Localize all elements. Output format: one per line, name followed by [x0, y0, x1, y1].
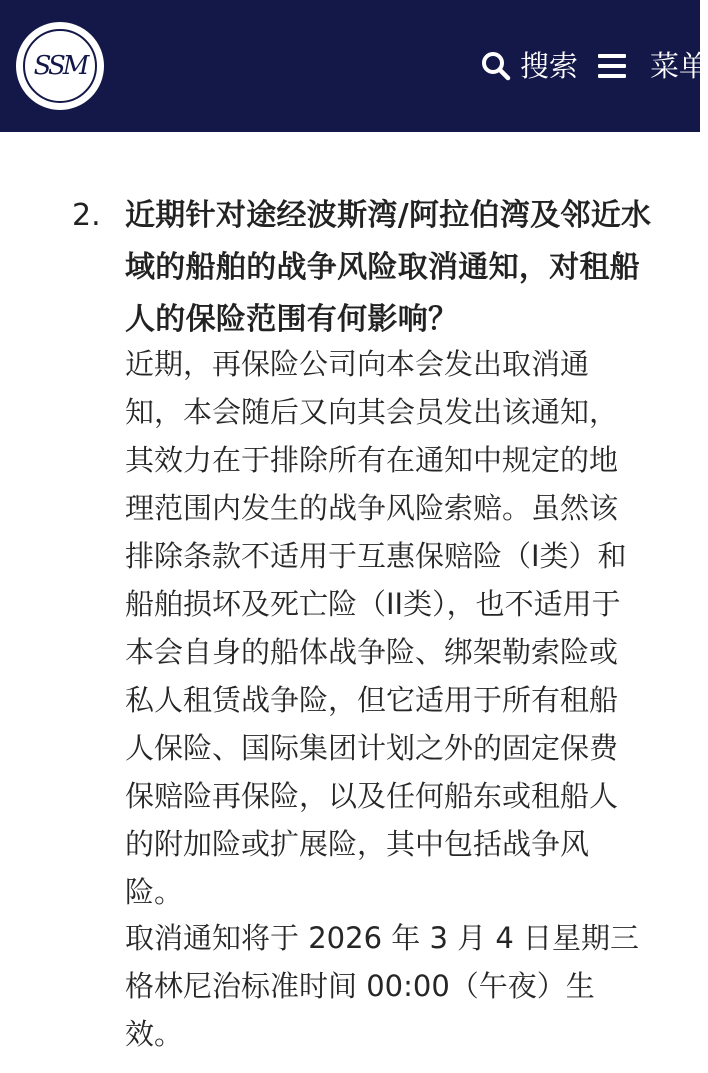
search-button[interactable]	[480, 46, 578, 86]
paragraph-line: 保赔险再保险，以及任何船东或租船人	[125, 779, 619, 813]
paragraph-line: 知，本会随后又向其会员发出该通知，	[125, 395, 619, 429]
paragraph-line: 本会自身的船体战争险、绑架勒索险或	[125, 635, 619, 669]
question-title-line: 域的船舶的战争风险取消通知，对租船	[125, 250, 641, 285]
search-icon	[480, 50, 512, 82]
menu-label: 菜单	[650, 49, 708, 83]
answer-paragraph-2	[125, 914, 670, 1058]
paragraph-line: 取消通知将于 2026 年 3 月 4 日星期三	[125, 921, 640, 955]
question-title-line: 近期针对途经波斯湾/阿拉伯湾及邻近水	[125, 198, 652, 233]
logo-monogram: SSM	[23, 29, 97, 103]
paragraph-line: 效。	[125, 1017, 184, 1051]
paragraph-line: 私人租赁战争险，但它适用于所有租船	[125, 683, 619, 717]
question-number: 2.	[72, 198, 101, 233]
menu-button[interactable]	[598, 46, 708, 86]
paragraph-line: 船舶损坏及死亡险（II类），也不适用于	[125, 587, 621, 621]
search-label: 搜索	[520, 49, 579, 83]
question-title-line: 人的保险范围有何影响？	[125, 302, 459, 337]
paragraph-line: 人保险、国际集团计划之外的固定保费	[125, 731, 619, 765]
top-navigation-bar	[0, 0, 708, 132]
paragraph-line: 险。	[125, 875, 184, 909]
paragraph-line: 格林尼治标准时间 00:00（午夜）生	[125, 969, 595, 1003]
answer-paragraph-1	[125, 340, 670, 916]
paragraph-line: 的附加险或扩展险，其中包括战争风	[125, 827, 590, 861]
ssm-logo[interactable]	[16, 22, 104, 110]
paragraph-line: 理范围内发生的战争风险索赔。虽然该	[125, 491, 619, 525]
question-title	[125, 190, 670, 346]
hamburger-menu-icon	[598, 54, 626, 78]
paragraph-line: 近期，再保险公司向本会发出取消通	[125, 347, 590, 381]
paragraph-line: 其效力在于排除所有在通知中规定的地	[125, 443, 619, 477]
paragraph-line: 排除条款不适用于互惠保赔险（I类）和	[125, 539, 627, 573]
